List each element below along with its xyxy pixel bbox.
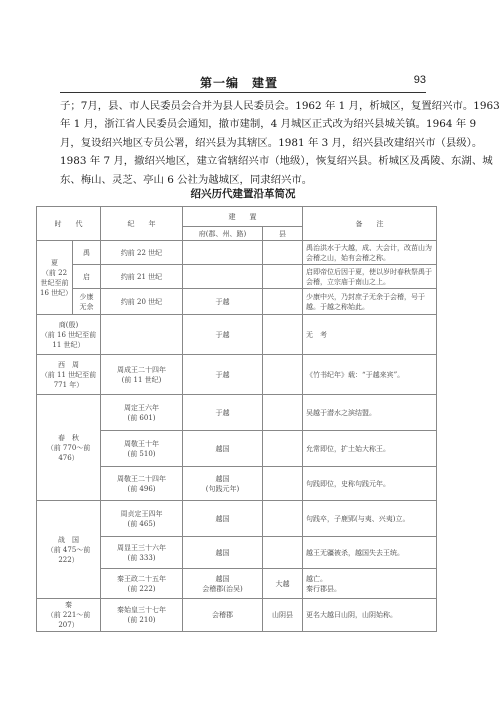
header-prefecture: 府(郡、州、路) xyxy=(183,227,263,241)
county-cell xyxy=(263,537,303,569)
table-row xyxy=(37,599,437,632)
prefecture-cell xyxy=(183,265,263,289)
table-row xyxy=(37,315,437,355)
note-cell: 句践即位，史称句践元年。 xyxy=(303,467,437,501)
year-cell: 周定王六年 (前 601) xyxy=(101,395,183,431)
prefecture-cell: 越国 会稽郡(治吴) xyxy=(183,569,263,599)
note-cell: 启即帝位后因于夏，使以岁时春秋祭禹于会稽，立宗庙于南山之上。 xyxy=(303,265,437,289)
county-cell xyxy=(263,289,303,315)
prefecture-cell: 越国 xyxy=(183,537,263,569)
era-cell: 商(殷) （前 16 世纪至前 11 世纪） xyxy=(37,315,101,355)
era-cell: 战 国 （前 475～前 222） xyxy=(37,501,101,599)
year-cell: 约前 22 世纪 xyxy=(101,241,183,265)
year-cell: 约前 21 世纪 xyxy=(101,265,183,289)
table-row xyxy=(37,501,437,537)
note-cell: 句践卒，子鹿郢(与夷、兴夷)立。 xyxy=(303,501,437,537)
table-row xyxy=(37,355,437,395)
era-cell: 西 周 （前 11 世纪至前 771 年） xyxy=(37,355,101,395)
ruler-cell: 启 xyxy=(73,265,101,289)
table-row xyxy=(37,265,437,289)
note-cell: 越亡。 秦行郡县。 xyxy=(303,569,437,599)
county-cell xyxy=(263,467,303,501)
header-year: 纪 年 xyxy=(101,207,183,241)
year-cell: 周贞定王四年 (前 465) xyxy=(101,501,183,537)
header-county: 县 xyxy=(263,227,303,241)
table-header-row xyxy=(37,207,437,227)
note-cell: 允常即位，扩土始大称王。 xyxy=(303,431,437,467)
history-table xyxy=(36,206,437,632)
era-cell: 夏 （前 22 世纪至前 16 世纪） xyxy=(37,241,73,315)
note-cell: 禹治洪水于大越，成、大会计，改苗山为会稽之山，始有会稽之称。 xyxy=(303,241,437,265)
year-cell: 秦王政二十五年 (前 222) xyxy=(101,569,183,599)
year-cell: 约前 20 世纪 xyxy=(101,289,183,315)
year-cell xyxy=(101,315,183,355)
prefecture-cell: 于越 xyxy=(183,395,263,431)
table-caption: 绍兴历代建置沿革简况 xyxy=(190,188,296,200)
county-cell xyxy=(263,395,303,431)
prefecture-cell: 越国 xyxy=(183,501,263,537)
body-paragraph xyxy=(60,97,500,189)
prefecture-cell: 于越 xyxy=(183,315,263,355)
county-cell xyxy=(263,265,303,289)
year-cell: 周敬王二十四年 (前 496) xyxy=(101,467,183,501)
note-cell: 无 考 xyxy=(303,315,437,355)
header-notes: 备 注 xyxy=(303,207,437,241)
year-cell: 秦始皇三十七年 (前 210) xyxy=(101,599,183,632)
county-cell: 山阴县 xyxy=(263,599,303,632)
prefecture-cell: 越国 (句践元年) xyxy=(183,467,263,501)
paragraph-line: 1983 年 7 月，撤绍兴地区，建立省辖绍兴市（地级），恢复绍兴县。析城区及禹陵、东湖、城 xyxy=(60,155,493,168)
prefecture-cell: 越国 xyxy=(183,431,263,467)
note-cell: 吴越于潜水之滨结盟。 xyxy=(303,395,437,431)
table-row xyxy=(37,395,437,431)
era-cell: 春 秋 （前 770～前 476） xyxy=(37,395,101,501)
year-cell: 周成王二十四年 (前 11 世纪) xyxy=(101,355,183,395)
note-cell: 少康中兴，乃封庶子无余于会稽，号于越。于越之称始此。 xyxy=(303,289,437,315)
county-cell xyxy=(263,501,303,537)
header-era: 时 代 xyxy=(37,207,101,241)
prefecture-cell: 于越 xyxy=(183,289,263,315)
ruler-cell: 少康 无余 xyxy=(73,289,101,315)
paragraph-line: 子；7月，县、市人民委员会合并为县人民委员会。1962 年 1 月，析城区，复置绍兴市。1963 xyxy=(60,100,500,112)
running-header xyxy=(60,72,426,93)
table-row xyxy=(37,289,437,315)
page-number: 93 xyxy=(413,74,426,86)
era-cell: 秦 （前 221～前 207） xyxy=(37,599,101,632)
note-cell: 越王无疆被杀，越国失去王统。 xyxy=(303,537,437,569)
year-cell: 周显王三十六年 (前 333) xyxy=(101,537,183,569)
county-cell xyxy=(263,241,303,265)
county-cell xyxy=(263,315,303,355)
paragraph-line: 月，复设绍兴地区专员公署，绍兴县为其辖区。1981 年 3 月，绍兴县改建绍兴市（县级）。 xyxy=(60,136,483,149)
note-cell: 《竹书纪年》载：“于越来宾”。 xyxy=(303,355,437,395)
header-establishment: 建 置 xyxy=(183,207,303,227)
prefecture-cell: 于越 xyxy=(183,355,263,395)
section-title: 第一编 建置 xyxy=(200,76,279,90)
prefecture-cell xyxy=(183,241,263,265)
year-cell: 周敬王十年 (前 510) xyxy=(101,431,183,467)
paragraph-line: 年 1 月，浙江省人民委员会通知，撤市建制，4 月城区正式改为绍兴县城关镇。1964 年 9 xyxy=(60,118,477,131)
paragraph-line: 东、梅山、灵芝、亭山 6 公社为越城区，同隶绍兴市。 xyxy=(60,173,313,186)
county-cell: 大越 xyxy=(263,569,303,599)
ruler-cell: 禹 xyxy=(73,241,101,265)
note-cell: 更名大越曰山阴，山阴始称。 xyxy=(303,599,437,632)
county-cell xyxy=(263,431,303,467)
county-cell xyxy=(263,355,303,395)
prefecture-cell: 会稽郡 xyxy=(183,599,263,632)
table-row xyxy=(37,241,437,265)
